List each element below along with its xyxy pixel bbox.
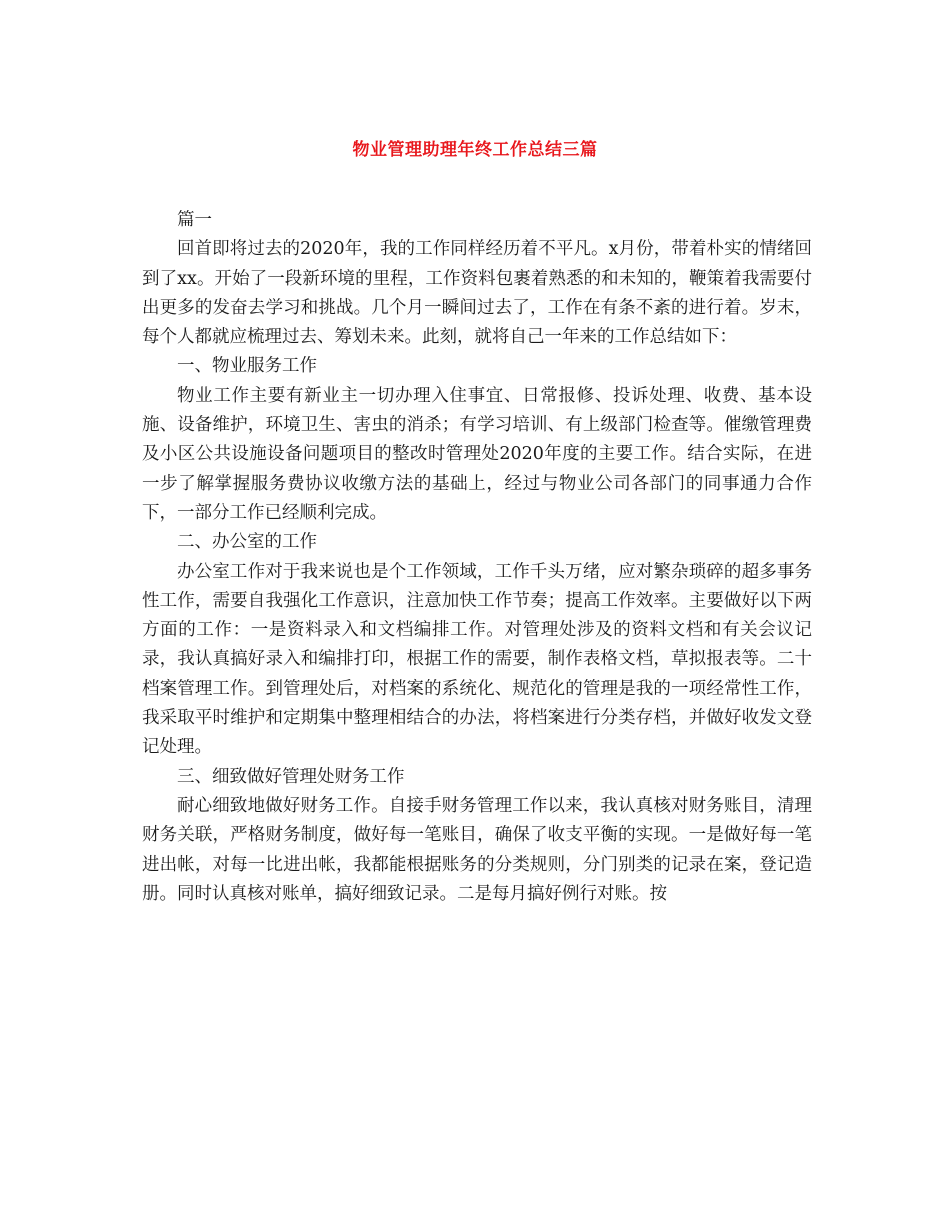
document-title: 物业管理助理年终工作总结三篇	[352, 140, 598, 160]
document-body	[142, 206, 812, 909]
property-service-paragraph: 物业工作主要有新业主一切办理入住事宜、日常报修、投诉处理、收费、基本设施、设备维护，环境卫生、害虫的消杀；有学习培训、有上级部门检查等。催缴管理费及小区公共设施设备问题项目的整改时管理处2020年度的主要工作。结合实际，在进一步了解掌握服务费协议收缴方法的基础上，经过与物业公司各部门的同事通力合作下，一部分工作已经顺利完成。	[142, 385, 812, 523]
section-heading-property-service: 一、物业服务工作	[177, 356, 317, 377]
intro-paragraph: 回首即将过去的2020年，我的工作同样经历着不平凡。x月份，带着朴实的情绪回到了xx。开始了一段新环境的里程，工作资料包裹着熟悉的和未知的，鞭策着我需要付出更多的发奋去学习和挑战。几个月一瞬间过去了，工作在有条不紊的进行着。岁末，每个人都就应梳理过去、筹划未来。此刻，就将自己一年来的工作总结如下：	[142, 239, 812, 348]
section-heading-office-work: 二、办公室的工作	[177, 532, 317, 553]
office-work-paragraph: 办公室工作对于我来说也是个工作领域，工作千头万绪，应对繁杂琐碎的超多事务性工作，需要自我强化工作意识，注意加快工作节奏；提高工作效率。主要做好以下两方面的工作：一是资料录入和文档编排工作。对管理处涉及的资料文档和有关会议记录，我认真搞好录入和编排打印，根据工作的需要，制作表格文档，草拟报表等。二十档案管理工作。到管理处后，对档案的系统化、规范化的管理是我的一项经常性工作，我采取平时维护和定期集中整理相结合的办法，将档案进行分类存档，并做好收发文登记处理。	[142, 561, 812, 758]
finance-work-paragraph: 耐心细致地做好财务工作。自接手财务管理工作以来，我认真核对财务账目，清理财务关联，严格财务制度，做好每一笔账目，确保了收支平衡的实现。一是做好每一笔进出帐，对每一比进出帐，我都能根据账务的分类规则，分门别类的记录在案，登记造册。同时认真核对账单，搞好细致记录。二是每月搞好例行对账。按	[142, 795, 812, 904]
section-heading-finance-work: 三、细致做好管理处财务工作	[177, 766, 405, 787]
section-heading-part-one: 篇一	[177, 210, 212, 230]
